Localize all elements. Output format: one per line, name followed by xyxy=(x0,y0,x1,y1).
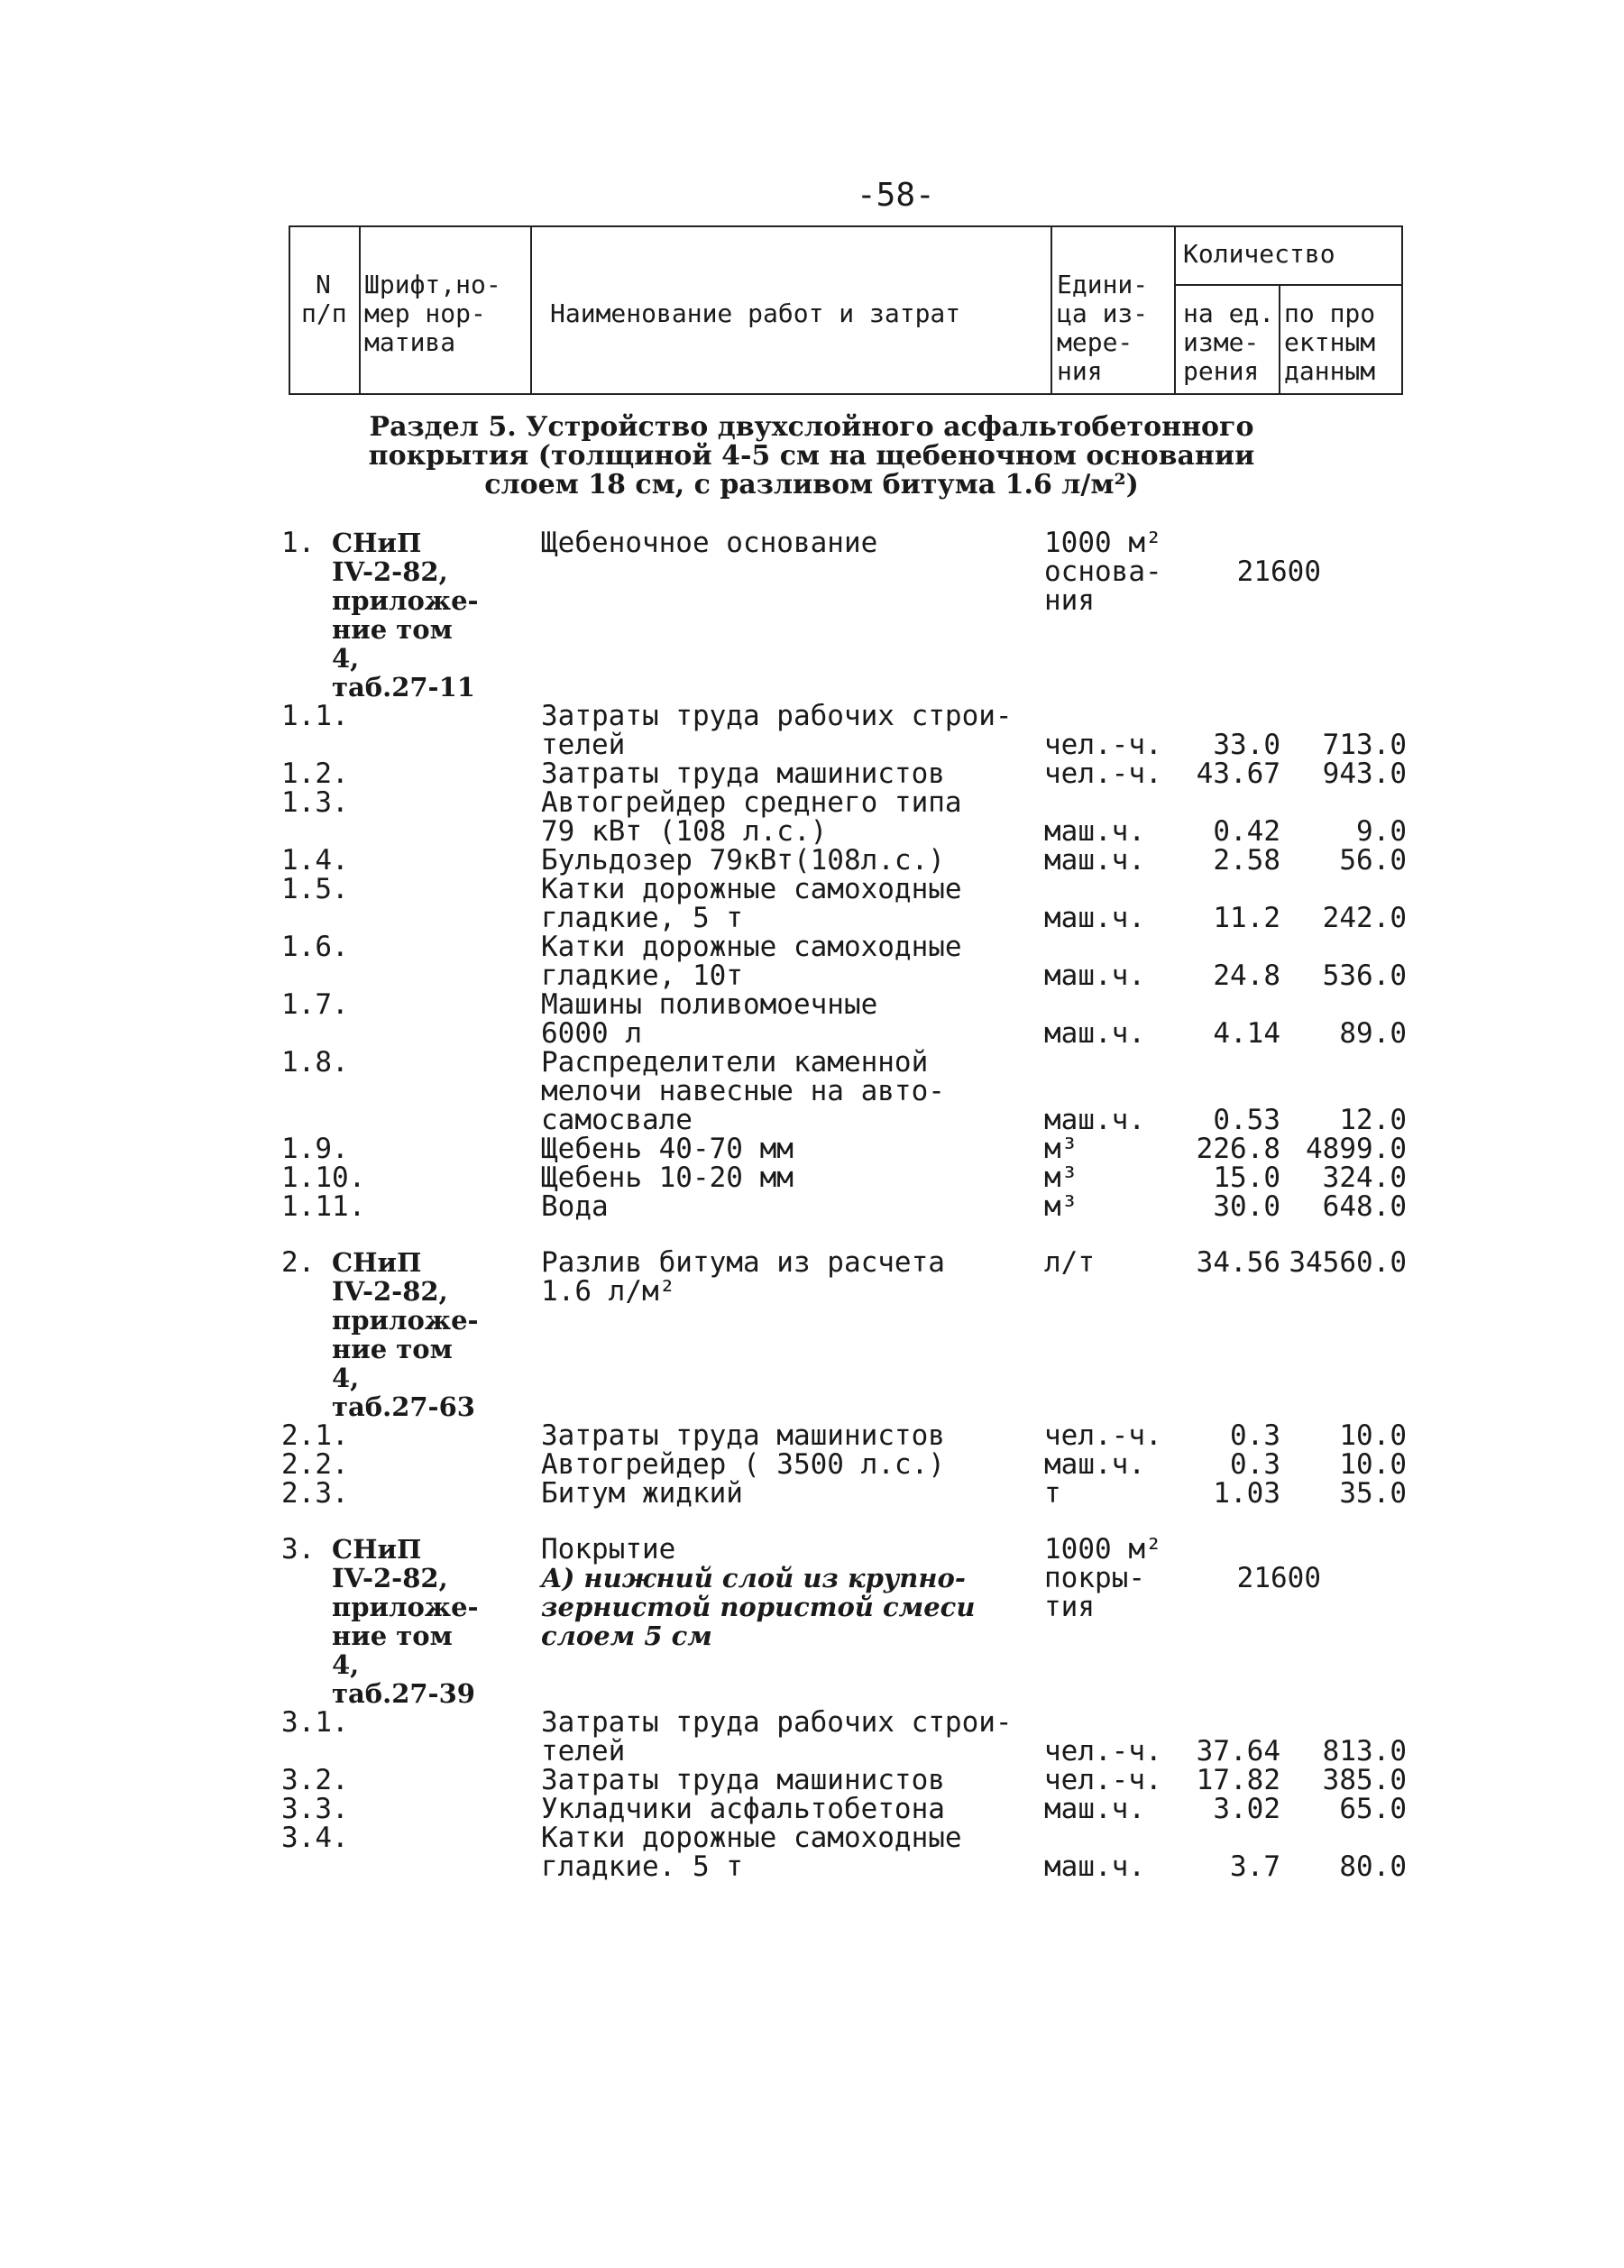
norm-reference: приложе- xyxy=(332,585,479,616)
row-project: 89.0 xyxy=(1339,1017,1407,1050)
row-unit: чел.-ч. xyxy=(1044,1735,1162,1768)
row-name: Затраты труда машинистов xyxy=(541,1764,945,1796)
header-quantity: Количество xyxy=(1183,239,1335,269)
norm-reference: приложе- xyxy=(332,1305,479,1336)
row-number: 1.9. xyxy=(281,1133,349,1165)
norm-reference: 4, xyxy=(332,643,360,674)
row-name: Затраты труда рабочих строи- xyxy=(541,1706,1013,1739)
row-name: Автогрейдер среднего типа xyxy=(541,786,962,819)
header-divider xyxy=(1174,227,1176,393)
group-quantity: 21600 xyxy=(1236,1562,1321,1594)
row-unit: чел.-ч. xyxy=(1044,729,1162,761)
row-name: Щебень 10-20 мм xyxy=(541,1162,794,1194)
row-name: Катки дорожные самоходные xyxy=(541,931,962,963)
norm-reference: IV-2-82, xyxy=(332,1276,448,1307)
row-per-unit: 2.58 xyxy=(1213,844,1280,877)
row-number: 1.1. xyxy=(281,700,349,732)
header-divider xyxy=(1176,284,1401,286)
row-unit: м³ xyxy=(1044,1190,1078,1223)
section-title-line: покрытия (толщиной 4-5 см на щебеночном основании xyxy=(368,440,1255,472)
row-project: 65.0 xyxy=(1339,1793,1407,1825)
row-unit: маш.ч. xyxy=(1044,1017,1145,1050)
header-unit: мере- xyxy=(1057,327,1133,357)
section-title-line: Раздел 5. Устройство двухслойного асфальтобетонного xyxy=(369,411,1254,443)
header-divider xyxy=(1279,284,1280,393)
row-project: 80.0 xyxy=(1339,1850,1407,1883)
norm-reference: таб.27-39 xyxy=(332,1678,475,1709)
norm-reference: IV-2-82, xyxy=(332,556,448,587)
row-number: 3.1. xyxy=(281,1706,349,1739)
header-per-unit: на ед. xyxy=(1183,298,1275,328)
row-project: 12.0 xyxy=(1339,1104,1407,1136)
row-name: телей xyxy=(541,729,626,761)
row-name: Битум жидкий xyxy=(541,1477,743,1510)
row-name: Катки дорожные самоходные xyxy=(541,1822,962,1854)
header-per-unit: изме- xyxy=(1183,327,1260,357)
row-name: Автогрейдер ( 3500 л.с.) xyxy=(541,1448,945,1481)
header-project: ектным xyxy=(1284,327,1376,357)
row-number: 1.4. xyxy=(281,844,349,877)
row-unit: маш.ч. xyxy=(1044,815,1145,848)
section-title xyxy=(271,413,1353,500)
group-name-italic: слоем 5 см xyxy=(541,1621,712,1651)
group-unit: тия xyxy=(1044,1591,1095,1623)
row-project: 536.0 xyxy=(1322,960,1407,992)
header-project: данным xyxy=(1284,356,1376,386)
row-per-unit: 11.2 xyxy=(1213,902,1280,934)
norm-reference: таб.27-11 xyxy=(332,672,475,702)
header-code: мер нор- xyxy=(364,298,486,328)
group-per-unit: 34.56 xyxy=(1196,1246,1280,1279)
row-number: 1.6. xyxy=(281,931,349,963)
norm-reference: таб.27-63 xyxy=(332,1391,475,1422)
row-unit: чел.-ч. xyxy=(1044,758,1162,790)
row-number: 1.11. xyxy=(281,1190,366,1223)
row-name: Затраты труда машинистов xyxy=(541,1419,945,1452)
row-per-unit: 0.42 xyxy=(1213,815,1280,848)
row-project: 713.0 xyxy=(1322,729,1407,761)
header-code: матива xyxy=(364,327,456,357)
row-unit: м³ xyxy=(1044,1133,1078,1165)
row-project: 943.0 xyxy=(1322,758,1407,790)
group-project: 34560.0 xyxy=(1289,1246,1407,1279)
norm-reference: IV-2-82, xyxy=(332,1563,448,1593)
group-number: 1. xyxy=(281,527,316,559)
row-per-unit: 3.02 xyxy=(1213,1793,1280,1825)
row-name: гладкие. 5 т xyxy=(541,1850,743,1883)
row-per-unit: 33.0 xyxy=(1213,729,1280,761)
header-divider xyxy=(530,227,532,393)
row-project: 35.0 xyxy=(1339,1477,1407,1510)
row-unit: маш.ч. xyxy=(1044,844,1145,877)
row-per-unit: 0.3 xyxy=(1230,1448,1280,1481)
norm-reference: 4, xyxy=(332,1363,360,1393)
row-name: Щебень 40-70 мм xyxy=(541,1133,794,1165)
row-name: Распределители каменной xyxy=(541,1046,929,1079)
row-project: 813.0 xyxy=(1322,1735,1407,1768)
row-number: 3.4. xyxy=(281,1822,349,1854)
row-name: 6000 л xyxy=(541,1017,642,1050)
row-name: Катки дорожные самоходные xyxy=(541,873,962,905)
row-unit: маш.ч. xyxy=(1044,1850,1145,1883)
row-per-unit: 24.8 xyxy=(1213,960,1280,992)
group-name: 1.6 л/м² xyxy=(541,1275,676,1308)
group-name: Покрытие xyxy=(541,1533,676,1566)
row-unit: т xyxy=(1044,1477,1061,1510)
page-number: -58- xyxy=(857,177,935,214)
row-project: 56.0 xyxy=(1339,844,1407,877)
row-name: Бульдозер 79кВт(108л.с.) xyxy=(541,844,945,877)
row-per-unit: 0.3 xyxy=(1230,1419,1280,1452)
row-number: 3.3. xyxy=(281,1793,349,1825)
row-unit: маш.ч. xyxy=(1044,902,1145,934)
row-unit: маш.ч. xyxy=(1044,960,1145,992)
header-divider xyxy=(1051,227,1052,393)
row-name: мелочи навесные на авто- xyxy=(541,1075,945,1107)
row-number: 2.2. xyxy=(281,1448,349,1481)
norm-reference: ние том xyxy=(332,614,453,645)
row-project: 324.0 xyxy=(1322,1162,1407,1194)
group-quantity: 21600 xyxy=(1236,556,1321,588)
row-per-unit: 1.03 xyxy=(1213,1477,1280,1510)
row-unit: чел.-ч. xyxy=(1044,1419,1162,1452)
row-name: гладкие, 5 т xyxy=(541,902,743,934)
row-number: 1.2. xyxy=(281,758,349,790)
row-number: 1.8. xyxy=(281,1046,349,1079)
header-project: по про xyxy=(1284,298,1376,328)
row-name: Затраты труда рабочих строи- xyxy=(541,700,1013,732)
row-per-unit: 15.0 xyxy=(1213,1162,1280,1194)
row-name: Вода xyxy=(541,1190,609,1223)
section-title-line: слоем 18 см, с разливом битума 1.6 л/м²) xyxy=(484,469,1139,500)
row-number: 1.3. xyxy=(281,786,349,819)
row-project: 10.0 xyxy=(1339,1419,1407,1452)
row-per-unit: 43.67 xyxy=(1196,758,1280,790)
header-per-unit: рения xyxy=(1183,356,1260,386)
group-number: 3. xyxy=(281,1533,316,1566)
row-unit: маш.ч. xyxy=(1044,1104,1145,1136)
row-number: 1.5. xyxy=(281,873,349,905)
header-n: п/п xyxy=(301,298,347,328)
row-per-unit: 17.82 xyxy=(1196,1764,1280,1796)
header-unit: ца из- xyxy=(1057,298,1149,328)
row-per-unit: 226.8 xyxy=(1196,1133,1280,1165)
header-divider xyxy=(359,227,361,393)
group-unit: ния xyxy=(1044,584,1095,617)
row-name: Затраты труда машинистов xyxy=(541,758,945,790)
header-unit: Едини- xyxy=(1057,270,1149,299)
row-per-unit: 3.7 xyxy=(1230,1850,1280,1883)
norm-reference: СНиП xyxy=(332,528,422,558)
row-project: 10.0 xyxy=(1339,1448,1407,1481)
header-name: Наименование работ и затрат xyxy=(550,298,961,328)
group-unit: л/т xyxy=(1044,1246,1095,1279)
norm-reference: приложе- xyxy=(332,1592,479,1622)
group-name-italic: зернистой пористой смеси xyxy=(541,1592,976,1622)
norm-reference: СНиП xyxy=(332,1247,422,1278)
group-unit: покры- xyxy=(1044,1562,1145,1594)
group-number: 2. xyxy=(281,1246,316,1279)
row-number: 1.7. xyxy=(281,988,349,1021)
row-name: Укладчики асфальтобетона xyxy=(541,1793,945,1825)
row-project: 242.0 xyxy=(1322,902,1407,934)
group-unit: 1000 м² xyxy=(1044,527,1162,559)
row-name: самосвале xyxy=(541,1104,693,1136)
row-number: 1.10. xyxy=(281,1162,366,1194)
row-per-unit: 30.0 xyxy=(1213,1190,1280,1223)
row-per-unit: 37.64 xyxy=(1196,1735,1280,1768)
row-project: 4899.0 xyxy=(1306,1133,1407,1165)
row-name: Машины поливомоечные xyxy=(541,988,878,1021)
header-unit: ния xyxy=(1057,356,1103,386)
row-number: 2.3. xyxy=(281,1477,349,1510)
row-unit: маш.ч. xyxy=(1044,1793,1145,1825)
group-unit: 1000 м² xyxy=(1044,1533,1162,1566)
header-code: Шрифт,но- xyxy=(364,270,501,299)
group-unit: основа- xyxy=(1044,556,1162,588)
row-name: гладкие, 10т xyxy=(541,960,743,992)
group-name: Разлив битума из расчета xyxy=(541,1246,945,1279)
row-per-unit: 4.14 xyxy=(1213,1017,1280,1050)
row-number: 3.2. xyxy=(281,1764,349,1796)
row-name: 79 кВт (108 л.с.) xyxy=(541,815,828,848)
row-unit: маш.ч. xyxy=(1044,1448,1145,1481)
norm-reference: СНиП xyxy=(332,1534,422,1565)
header-n: N xyxy=(316,270,331,299)
group-name-italic: А) нижний слой из крупно- xyxy=(541,1563,966,1593)
row-project: 648.0 xyxy=(1322,1190,1407,1223)
row-number: 2.1. xyxy=(281,1419,349,1452)
norm-reference: 4, xyxy=(332,1649,360,1680)
row-project: 9.0 xyxy=(1356,815,1407,848)
row-project: 385.0 xyxy=(1322,1764,1407,1796)
row-unit: м³ xyxy=(1044,1162,1078,1194)
norm-reference: ние том xyxy=(332,1334,453,1364)
row-unit: чел.-ч. xyxy=(1044,1764,1162,1796)
group-name: Щебеночное основание xyxy=(541,527,878,559)
norm-reference: ние том xyxy=(332,1621,453,1651)
row-name: телей xyxy=(541,1735,626,1768)
row-per-unit: 0.53 xyxy=(1213,1104,1280,1136)
